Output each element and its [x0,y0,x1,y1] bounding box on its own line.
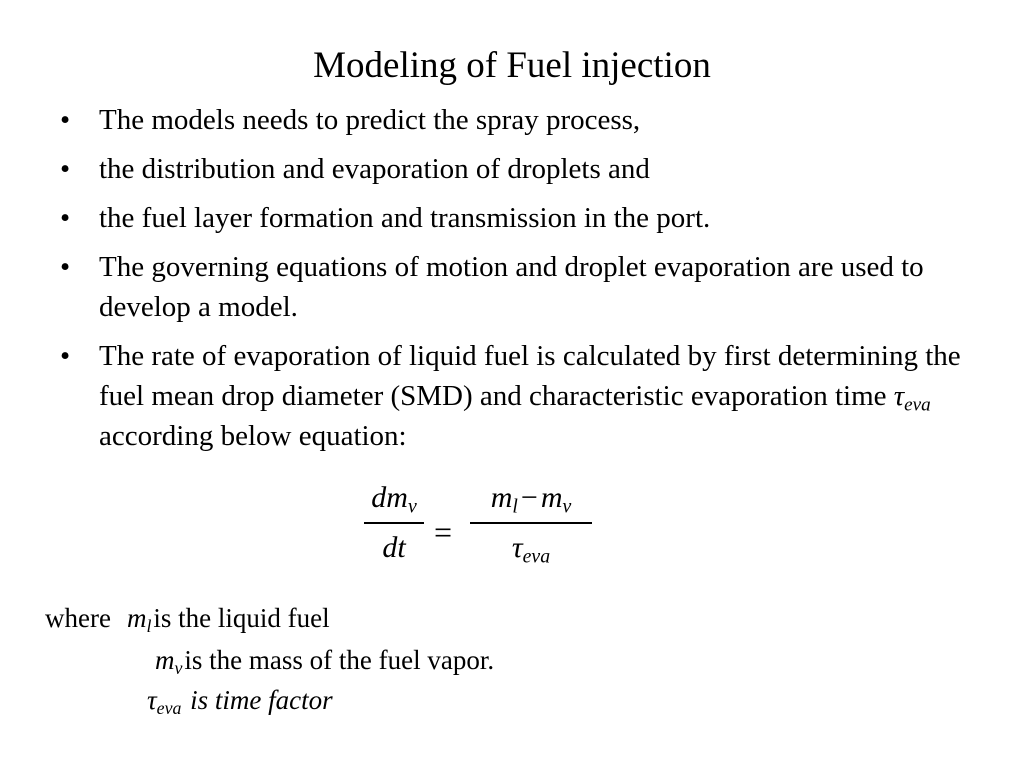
bullet-text-after: according below equation: [99,420,407,452]
rhs-num-a-base: m [490,481,513,514]
bullet-icon: • [60,153,71,185]
bullet-item [0,247,1024,327]
bullet-icon: • [60,202,71,234]
evaporation-equation [360,478,600,588]
mv-sub: v [174,657,183,678]
bullet-text: the distribution and evaporation of droplets and [99,153,650,185]
bullet-item [0,149,1024,189]
lhs-numerator [364,478,424,518]
rhs-num-b-base: m [540,481,563,514]
rhs-den-base: τ [511,530,523,564]
bullet-icon: • [60,104,71,136]
bullet-text [99,336,984,456]
where-line-time-factor [147,680,333,720]
bullet-list [0,100,1024,465]
lhs-denominator: dt [382,530,406,564]
lhs-fraction-bar [364,522,424,524]
bullet-text: the fuel layer formation and transmission in the port. [99,202,711,234]
lhs-num-base: dm [371,481,408,514]
tau-def-sub: eva [156,697,182,718]
rhs-num-b-sub: v [562,495,572,518]
tau-description: is time factor [190,685,333,715]
rhs-numerator [470,478,592,518]
bullet-icon: • [60,340,71,372]
rhs-den-sub: eva [522,545,551,568]
bullet-item [0,100,1024,140]
tau-def-base: τ [147,685,157,715]
bullet-item [0,336,1024,456]
eva-subscript: eva [904,394,931,416]
minus-sign: − [520,481,538,514]
where-label: where [45,603,111,633]
rhs-num-a-sub: l [512,495,518,518]
ml-symbol [126,603,152,636]
mv-description: is the mass of the fuel vapor. [184,645,495,675]
bullet-text-before: The rate of evaporation of liquid fuel is calculated by first determining the fuel mean drop diameter (SMD) and characteristic evaporation time [99,340,961,412]
lhs-num-sub: v [407,495,417,518]
ml-base: m [126,603,147,633]
mv-symbol [155,645,183,678]
bullet-text: The governing equations of motion and droplet evaporation are used to develop a model. [99,251,924,323]
bullet-icon: • [60,251,71,283]
ml-sub: l [146,615,152,636]
lhs-fraction [364,478,424,568]
tau-eva-def-symbol [147,685,182,718]
tau-symbol: τ [893,380,905,412]
bullet-text: The models needs to predict the spray process, [99,104,641,136]
rhs-fraction-bar [470,522,592,524]
rhs-fraction [470,478,592,568]
tau-eva-symbol [893,380,931,416]
where-line-fuel-vapor [155,640,494,680]
equals-sign: = [434,514,453,550]
ml-description: is the liquid fuel [153,603,330,633]
where-line-liquid-fuel [45,598,330,638]
mv-base: m [155,645,175,675]
slide-title: Modeling of Fuel injection [313,45,711,86]
bullet-item [0,198,1024,238]
rhs-denominator [470,528,592,568]
